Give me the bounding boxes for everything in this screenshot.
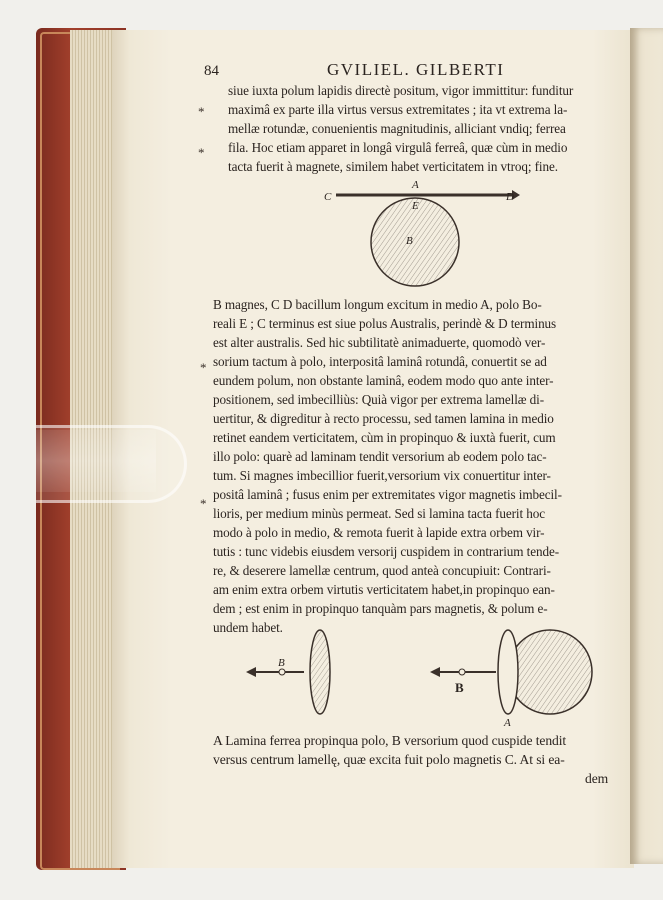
text-line: re, & deserere lamellæ centrum, quod anteà concupiuit: Contrari- xyxy=(213,563,551,578)
needle-pivot-left xyxy=(279,669,285,675)
label-b-right: B xyxy=(455,680,464,695)
text-line: positâ laminâ ; fusus enim per extremitates vigor magnetis imbecil- xyxy=(213,487,562,502)
text-line: positionem, sed imbecilliùs: Quià vigor per extrema lamellæ di- xyxy=(213,392,545,407)
text-line: modo à polo in medio, & remota fuerit à lapide extra orbem vir- xyxy=(213,525,545,540)
needle-tip-right xyxy=(430,667,440,677)
book-strap-loop xyxy=(36,425,187,503)
text-line: am enim extra orbem virtutis verticitatem habet,in propinquo ean- xyxy=(213,582,555,597)
text-line: tum. Si magnes imbecillior fuerit,versorium vix conuertitur inter- xyxy=(213,468,551,483)
label-b: B xyxy=(406,235,413,247)
text-line: tacta fuerit à magnete, similem habet verticitatem in vtroq; fine. xyxy=(228,159,558,174)
margin-asterisk: * xyxy=(200,496,207,511)
text-line: tutis : tunc videbis eiusdem versorij cuspidem in contrarium tende- xyxy=(213,544,559,559)
label-a: A xyxy=(412,179,419,191)
text-line: siue iuxta polum lapidis directè positum, vigor immittitur: funditur xyxy=(228,83,574,98)
label-b-left: B xyxy=(278,657,285,669)
margin-asterisk: * xyxy=(200,360,207,375)
text-line: mellæ rotundæ, conuenientis magnitudinis, alliciant vndiq; ferrea xyxy=(228,121,566,136)
label-a-right: A xyxy=(504,717,511,729)
text-line: dem ; est enim in propinquo tanquàm pars magnetis, & polum e- xyxy=(213,601,548,616)
margin-asterisk: * xyxy=(198,145,205,160)
label-e: E xyxy=(412,200,419,212)
margin-asterisk: * xyxy=(198,104,205,119)
needle-pivot-right xyxy=(459,669,465,675)
text-line: eundem polum, non obstante laminâ, eodem modo quo ante inter- xyxy=(213,373,554,388)
caption-line: versus centrum lamellę, quæ excita fuit polo magnetis C. At si ea- xyxy=(213,752,565,767)
label-c: C xyxy=(324,191,332,203)
text-line: reali E ; C terminus est siue polus Australis, perindè & D terminus xyxy=(213,316,557,331)
facing-page-edge xyxy=(630,28,663,864)
text-line: B magnes, C D bacillum longum excitum in medio A, polo Bo- xyxy=(213,297,542,312)
catchword: dem xyxy=(585,771,609,786)
text-line: illo polo: quarè ad laminam tendit versorium ab eodem polo tac- xyxy=(213,449,547,464)
text-line: fila. Hoc etiam apparet in longâ virgulâ ferreâ, quæ cùm in medio xyxy=(228,140,568,155)
text-line: est alter australis. Sed hic subtilitatè animaduerte, quomodò ver- xyxy=(213,335,546,350)
running-title: GVILIEL. GILBERTI xyxy=(327,60,505,79)
text-line: uertitur, & digreditur à recto processu, sed tamen lamina in medio xyxy=(213,411,554,426)
text-line: retinet eandem verticitatem, cùm in propinquo & iuxtà fuerit, cum xyxy=(213,430,556,445)
needle-tip-left xyxy=(246,667,256,677)
figure-magnet-with-rod xyxy=(320,178,530,288)
page-number: 84 xyxy=(204,63,219,79)
label-d: D xyxy=(506,191,514,203)
figure-lamina-versorium xyxy=(240,628,600,730)
text-line: undem habet. xyxy=(213,620,283,635)
caption-line: A Lamina ferrea propinqua polo, B versorium quod cuspide tendit xyxy=(213,733,567,748)
text-line: sorium tactum à polo, interpositâ laminâ rotundâ, conuertit se ad xyxy=(213,354,547,369)
text-line: lioris, per medium minùs permeat. Sed si lamina tacta fuerit hoc xyxy=(213,506,545,521)
text-line: maximâ ex parte illa virtus versus extremitates ; ita vt extrema la- xyxy=(228,102,568,117)
lamina-disc-right xyxy=(498,630,518,714)
